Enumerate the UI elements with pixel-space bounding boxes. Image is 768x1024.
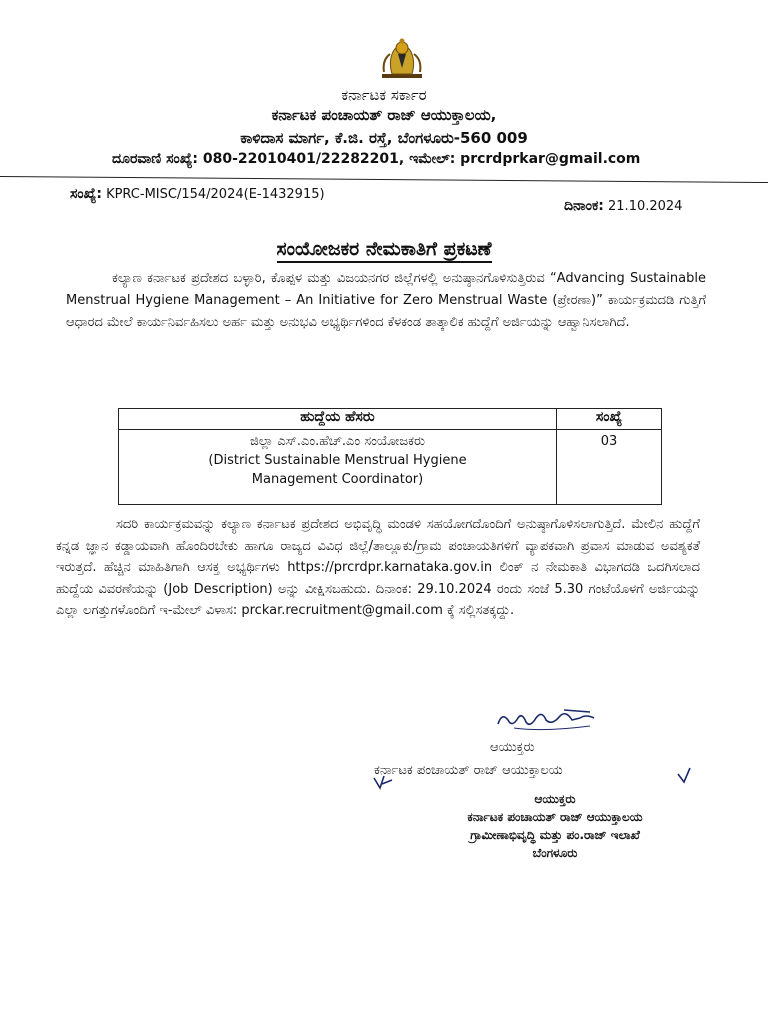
office-contact: ದೂರವಾಣಿ ಸಂಖ್ಯೆ: 080-22010401/22282201, ಇಮೇಲ್: prcrdprkar@gmail.com — [112, 151, 641, 167]
notice-title — [0, 238, 768, 260]
post-name-kannada: ಜಿಲ್ಲಾ ಎಸ್.ಎಂ.ಹೆಚ್.ಎಂ ಸಂಯೋಜಕರು — [250, 434, 425, 449]
post-count-header: ಸಂಖ್ಯೆ — [557, 409, 662, 430]
date-label: ದಿನಾಂಕ: — [564, 198, 604, 214]
handwritten-signature — [494, 706, 604, 734]
office-address: ಕಾಳಿದಾಸ ಮಾರ್ಗ, ಕೆ.ಜಿ. ರಸ್ತೆ, ಬೆಂಗಳೂರು-560 009 — [240, 129, 528, 147]
reference-label: ಸಂಖ್ಯೆ: — [70, 186, 102, 202]
post-name-english-line1: (District Sustainable Menstrual Hygiene — [208, 453, 467, 468]
signatory-designation: ಆಯುಕ್ತರು — [490, 740, 535, 755]
official-seal-text — [420, 790, 690, 862]
post-name-cell — [119, 430, 557, 505]
post-name-header: ಹುದ್ದೆಯ ಹೆಸರು — [119, 409, 557, 430]
notice-title-text: ಸಂಯೋಜಕರ ನೇಮಕಾತಿಗೆ ಪ್ರಕಟಣೆ — [277, 238, 492, 263]
stamp-line-4: ಬೆಂಗಳೂರು — [532, 846, 578, 860]
stamp-line-1: ಆಯುಕ್ತರು — [534, 792, 576, 806]
vacancy-table — [118, 408, 662, 505]
details-paragraph: ಸದರಿ ಕಾರ್ಯಕ್ರಮವನ್ನು ಕಲ್ಯಾಣ ಕರ್ನಾಟಕ ಪ್ರದೇಶದ ಅಭಿವೃದ್ಧಿ ಮಂಡಳಿ ಸಹಯೋಗದೊಂದಿಗೆ ಅನುಷ್ಠಾಗೊಳಿಸಲಾಗುತ್ತಿದೆ. ಮೇಲಿನ ಹುದ್ದೆಗೆ ಕನ್ನಡ ಜ್ಞಾನ ಕಡ್ಡಾಯವಾಗಿ ಹೊಂದಿರಬೇಕು ಹಾಗೂ ರಾಜ್ಯದ ವಿವಿಧ ಜಿಲ್ಲೆ/ತಾಲ್ಲೂಕು/ಗ್ರಾಮ ಪಂಚಾಯತಿಗಳಿಗೆ ವ್ಯಾಪಕವಾಗಿ ಪ್ರವಾಸ ಮಾಡುವ ಅವಶ್ಯಕತೆ ಇರುತ್ತದೆ. ಹೆಚ್ಚಿನ ಮಾಹಿತಿಗಾಗಿ ಆಸಕ್ತ ಅಭ್ಯರ್ಥಿಗಳು https://prcrdpr.karnataka.gov.in ಲಿಂಕ್ ನ ನೇಮಕಾತಿ ವಿಭಾಗದಡಿ ಒದಗಿಸಲಾದ ಹುದ್ದೆಯ ವಿವರಣೆಯನ್ನು (Job Description) ಅನ್ನು ವೀಕ್ಷಿಸಬಹುದು. ದಿನಾಂಕ: 29.10.2024 ರಂದು ಸಂಜೆ 5.30 ಗಂಟೆಯೊಳಗೆ ಅರ್ಜಿಯನ್ನು ಎಲ್ಲಾ ಲಗತ್ತುಗಳೊಂದಿಗೆ ಇ-ಮೇಲ್ ವಿಳಾಸ: prckar.recruitment@gmail.com ಕ್ಕೆ ಸಲ್ಲಿಸತಕ್ಕದ್ದು. — [56, 517, 700, 618]
office-heading: ಕರ್ನಾಟಕ ಪಂಚಾಯತ್ ರಾಜ್ ಆಯುಕ್ತಾಲಯ, — [271, 106, 497, 124]
state-emblem-icon — [378, 36, 426, 82]
tick-mark-icon — [676, 766, 694, 784]
intro-paragraph: ಕಲ್ಯಾಣ ಕರ್ನಾಟಕ ಪ್ರದೇಶದ ಬಳ್ಳಾರಿ, ಕೊಪ್ಪಳ ಮತ್ತು ವಿಜಯನಗರ ಜಿಲ್ಲೆಗಳಲ್ಲಿ ಅನುಷ್ಠಾನಗೊಳಿಸುತ್ತಿರುವ “Advancing Sustainable Menstrual Hygiene Management – An Initiative for Zero Menstrual Waste (ಪ್ರೇರಣಾ)” ಕಾರ್ಯಕ್ರಮದಡಿ ಗುತ್ತಿಗೆ ಆಧಾರದ ಮೇಲೆ ಕಾರ್ಯನಿರ್ವಹಿಸಲು ಅರ್ಹ ಮತ್ತು ಅನುಭವಿ ಅಭ್ಯರ್ಥಿಗಳಿಂದ ಕೆಳಕಂಡ ತಾತ್ಕಾಲಿಕ ಹುದ್ದೆಗೆ ಅರ್ಜಿಯನ್ನು ಆಹ್ವಾನಿಸಲಾಗಿದೆ. — [66, 271, 706, 330]
initial-mark-icon — [372, 772, 394, 792]
table-row — [119, 430, 662, 505]
stamp-line-3: ಗ್ರಾಮೀಣಾಭಿವೃದ್ಧಿ ಮತ್ತು ಪಂ.ರಾಜ್ ಇಲಾಖೆ — [470, 828, 640, 842]
signatory-office: ಕರ್ನಾಟಕ ಪಂಚಾಯತ್ ರಾಜ್ ಆಯುಕ್ತಾಲಯ — [374, 763, 563, 778]
reference-number: KPRC-MISC/154/2024(E-1432915) — [106, 187, 325, 202]
date-line — [564, 198, 682, 214]
stamp-line-2: ಕರ್ನಾಟಕ ಪಂಚಾಯತ್ ರಾಜ್ ಆಯುಕ್ತಾಲಯ — [467, 810, 643, 824]
vacancy-table-header — [119, 409, 662, 430]
post-name-english-line2: Management Coordinator) — [251, 472, 424, 487]
date-value: 21.10.2024 — [608, 199, 683, 214]
govt-heading: ಕರ್ನಾಟಕ ಸರ್ಕಾರ — [341, 86, 427, 104]
post-count-cell: 03 — [557, 430, 662, 505]
header-divider — [0, 176, 768, 183]
reference-line — [70, 186, 325, 202]
